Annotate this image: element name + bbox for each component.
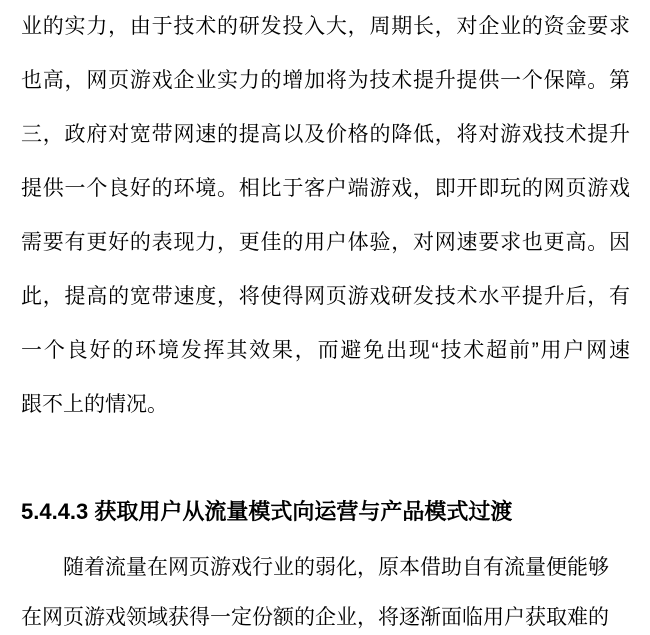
paragraph-traffic-model (21, 543, 630, 635)
paragraph-technology-environment (21, 0, 630, 432)
paragraph-line: 跟不上的情况。 (21, 393, 168, 416)
paragraph-line: 需要有更好的表现力，更佳的用户体验，对网速要求也更高。因 (21, 231, 630, 254)
paragraph-line: 一个良好的环境发挥其效果，而避免出现“技术超前”用户网速 (21, 339, 630, 362)
paragraph-line: 也高，网页游戏企业实力的增加将为技术提升提供一个保障。第 (21, 69, 630, 92)
paragraph-line: 随着流量在网页游戏行业的弱化，原本借助自有流量便能够 (63, 556, 609, 579)
section-heading: 5.4.4.3 获取用户从流量模式向运营与产品模式过渡 (21, 499, 513, 524)
paragraph-line: 提供一个良好的环境。相比于客户端游戏，即开即玩的网页游戏 (21, 177, 630, 200)
paragraph-line: 三，政府对宽带网速的提高以及价格的降低，将对游戏技术提升 (21, 123, 630, 146)
paragraph-line: 此，提高的宽带速度，将使得网页游戏研发技术水平提升后，有 (21, 285, 630, 308)
paragraph-line: 在网页游戏领域获得一定份额的企业，将逐渐面临用户获取难的 (21, 606, 609, 629)
paragraph-line: 业的实力，由于技术的研发投入大，周期长，对企业的资金要求 (21, 15, 630, 38)
